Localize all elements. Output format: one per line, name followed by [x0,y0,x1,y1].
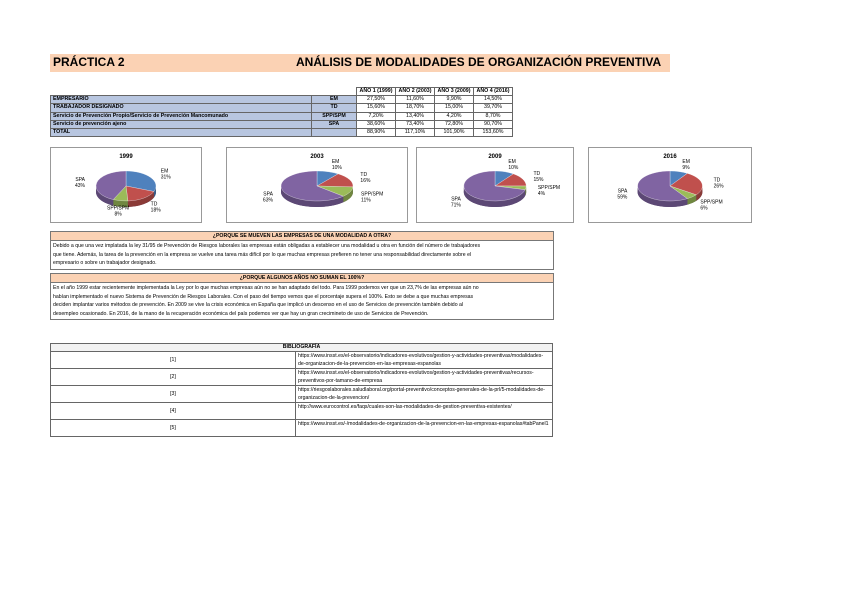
pie-value-label: 6% [700,205,708,212]
pie-value-label: 63% [262,197,273,204]
pie-label: SPA [75,176,86,183]
pie-value-label: 4% [537,191,546,198]
ref-number: [1] [51,352,296,369]
pie-svg [417,148,573,222]
pie-label: EM [508,159,516,166]
table-cell: 101,90% [435,128,474,136]
table-row [51,120,513,128]
ref-link[interactable]: https://www.insst.es/-/modalidades-de-organizacion-de-la-prevencion-en-las-empresas-espanolas#tabPanel1 [296,420,553,437]
question-answer [51,283,553,319]
pie-chart-2009 [416,147,574,223]
question-block-2 [50,273,554,320]
pie-label: SPP/SPM [537,185,561,192]
table-cell: 38,60% [357,120,396,128]
pie-label: EM [160,168,169,175]
row-label: TRABAJADOR DESIGNADO [51,104,312,112]
pie-value-label: 11% [361,197,371,204]
answer-line: empresario o sobre un trabajador designado. [53,260,157,266]
pie-label: TD [533,171,541,178]
ref-link[interactable]: https://www.insst.es/el-observatorio/indicadores-evolutivos/gestion-y-actividades-preventivas/modalidades-de-organizacion-de-la-prevencion-en-las-empresas-espanolas [296,352,553,369]
pie-label: TD [150,201,158,208]
row-label: TOTAL [51,128,312,136]
table-cell: 8,70% [474,112,513,120]
year-header: AÑO 4 (2016) [474,88,513,96]
pie-chart-2016 [588,147,752,223]
pie-value-label: 10% [331,165,342,172]
row-abbr: SPP/SPM [312,112,357,120]
ref-link[interactable]: https://riesgoslaborales.saludlaboral.org/portal-preventivo/conceptos-generales-de-la-prl/5-modalidades-de-organizacion-de-la-prevencion/ [296,386,553,403]
pie-label: EM [682,158,690,165]
ref-number: [3] [51,386,296,403]
modalities-table [50,87,513,137]
pie-chart-1999 [50,147,202,223]
table-cell: 117,10% [396,128,435,136]
pie-value-label: 9% [682,164,690,171]
pie-svg [51,148,201,222]
table-row [51,112,513,120]
table-cell: 15,60% [357,104,396,112]
table-cell: 14,50% [474,96,513,104]
row-label: Servicio de Prevención Propio/Servicio de Prevención Mancomunado [51,112,312,120]
table-cell: 39,70% [474,104,513,112]
bibliography-table [50,343,553,437]
table-cell: 27,50% [357,96,396,104]
answer-line: En el año 1999 estar recientemente implementada la Ley por lo que muchas empresas aún no se han adaptado del todo. Para 1999 podemos ver que un 23,7% de las empresas aún no [53,285,479,291]
pie-svg [227,148,407,222]
row-abbr [312,128,357,136]
ref-number: [5] [51,420,296,437]
question-answer [51,241,553,269]
table-cell: 90,70% [474,120,513,128]
ref-number: [4] [51,403,296,420]
pie-value-label: 26% [713,183,724,190]
pie-label: TD [360,171,368,178]
ref-link[interactable]: http://www.eurocontrol.es/faqs/cuales-son-las-modalidades-de-gestion-preventiva-existentes/ [296,403,553,420]
row-abbr: EM [312,96,357,104]
table-cell: 73,40% [396,120,435,128]
row-label: EMPRESARIO [51,96,312,104]
table-cell: 88,90% [357,128,396,136]
year-header: AÑO 3 (2009) [435,88,474,96]
row-abbr: SPA [312,120,357,128]
pie-value-label: 31% [160,174,171,181]
question-block-1 [50,231,554,270]
pie-value-label: 8% [114,211,122,218]
table-row [51,104,513,112]
answer-line: habían implementado el nuevo Sistema de Prevención de Riesgos Laborales. Con el paso del tiempo vemos que el porcentaje supera el 100%. Esto se debe a que muchas empresas [53,293,474,300]
bibliography-row [51,352,553,369]
table-cell: 72,80% [435,120,474,128]
table-cell: 15,00% [435,104,474,112]
answer-line: Debido a que una vez implatada la ley 31/95 de Prevención de Riesgos laborales las empresas están obligadas a establecer una modalidad u otra en función del número de trabajadores [53,243,481,249]
pie-chart-2003 [226,147,408,223]
header-bar [50,54,670,72]
pie-value-label: 59% [617,194,628,201]
answer-line: deciden implantar varios métodos de prevención. En 2009 se vive la crisis económica en España que implicó un descenso en el uso de Servicios de prevención también debido al [53,302,464,308]
pie-label: SPP/SPM [700,199,723,206]
table-row [51,96,513,104]
pie-label: SPA [263,191,273,198]
bibliography-row [51,386,553,403]
table-header-row [51,88,513,96]
pie-value-label: 18% [150,207,161,214]
pie-label: EM [331,159,340,166]
table-cell: 18,70% [396,104,435,112]
chart-title: 2003 [310,154,324,160]
bibliography-title: BIBLIOGRAFÍA [51,344,553,352]
page-title: ANÁLISIS DE MODALIDADES DE ORGANIZACIÓN PREVENTIVA [296,55,662,69]
row-label: Servicio de prevención ajeno [51,120,312,128]
bibliography-row [51,420,553,437]
answer-line: desempleo ocasionado. En 2016, de la mano de la recuperación económica del país podemos ver que hay un gran crecimineto de uso de Servicios de Prevención. [53,310,429,317]
chart-title: 2009 [488,154,502,160]
row-abbr: TD [312,104,357,112]
table-cell: 11,60% [396,96,435,104]
pie-label: SPA [617,188,628,195]
year-header: AÑO 1 (1999) [357,88,396,96]
pie-label: SPA [451,196,461,203]
chart-title: 1999 [119,154,133,160]
pie-svg [589,148,751,222]
ref-link[interactable]: https://www.insst.es/el-observatorio/indicadores-evolutivos/gestion-y-actividades-preventivas/recursos-preventivos-por-tamano-de-empresa [296,369,553,386]
pie-label: SPP/SPM [107,205,130,212]
table-cell: 13,40% [396,112,435,120]
pie-label: SPP/SPM [361,191,384,198]
bibliography-row [51,369,553,386]
table-cell: 4,20% [435,112,474,120]
pie-value-label: 71% [450,202,461,209]
year-header: AÑO 2 (2003) [396,88,435,96]
pie-value-label: 10% [508,165,519,172]
answer-line: que tiene. Además, la tarea de la prevención en la empresa se vuelve una tarea más difícil por lo que muchas empresas prefieren no tener una responsabilidad directamente sobre el [53,251,472,258]
table-cell: 9,90% [435,96,474,104]
table-cell: 153,60% [474,128,513,136]
pie-label: TD [713,177,721,184]
pie-value-label: 16% [360,177,371,184]
pie-value-label: 15% [533,177,544,184]
question-title: ¿PORQUE ALGUNOS AÑOS NO SUMAN EL 100%? [51,274,553,283]
chart-title: 2016 [663,154,677,160]
pie-value-label: 43% [74,182,86,189]
bibliography-row [51,403,553,420]
question-title: ¿PORQUE SE MUEVEN LAS EMPRESAS DE UNA MODALIDAD A OTRA? [51,232,553,241]
practice-label: PRÁCTICA 2 [53,55,125,69]
table-total-row [51,128,513,136]
table-cell: 7,20% [357,112,396,120]
ref-number: [2] [51,369,296,386]
